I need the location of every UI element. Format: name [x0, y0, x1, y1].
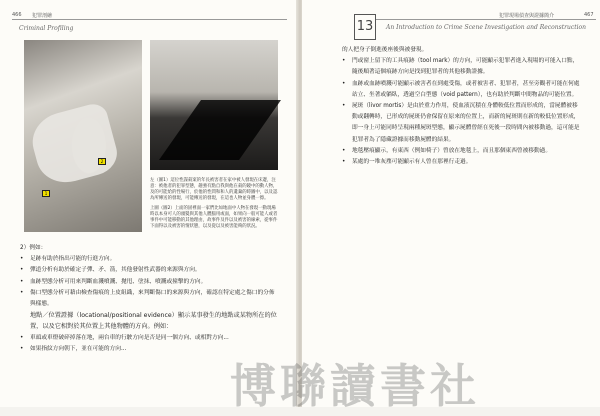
left-page	[0, 0, 298, 407]
left-running-title-en: Criminal Profiling	[19, 25, 74, 32]
list-item: • 車頭或車燈破碎掉落在地，兩台車的行駛方向是否是同一個方向、或相對方向...	[20, 333, 280, 344]
list-item: • 傷口型態分析可藉由檢查傷痕的上皮組織，來判斷傷口的來源與方向，確認在特定處之傷口的分佈與樣態。	[20, 288, 280, 310]
crime-scene-photo-floor	[150, 40, 278, 170]
bed-sheet-shape	[26, 101, 121, 189]
figure-caption-1: 左（圖1）這位性謀殺案的年長被害者在家中被人發現在床邊，注意：被他者的犯罪型態，趣強有點自我與他在殺的鏡中的動人物，及的可能給的性場行，於他的性問和和人的遺棄的時圖中，以及認為所傳送的發現，可能傳送的發現，在這也人物並身體一擦。	[150, 178, 278, 201]
right-page	[302, 0, 600, 407]
list-item: • 血跡型態分析可用來判斷血濺噴濺、拋甩、塗抹、噴濺或撞擊的方向。	[20, 277, 280, 288]
list-item: • 地毯壓痕顯示，有東西（例如椅子）曾放在地毯上，而且那個東西曾被移動過。	[342, 146, 582, 157]
evidence-marker-2: 2	[98, 158, 106, 165]
left-running-title: 犯罪剖繪	[32, 13, 53, 19]
list-item: • 某處的一堆灰塵可能顯示有人曾在那裡行走過。	[342, 157, 582, 168]
left-body-text	[20, 243, 280, 355]
watermark-text: 博聯讀書社	[230, 359, 480, 413]
list-item: • 足跡有助於指出可能的行進方向。	[20, 254, 280, 265]
evidence-marker-1: 1	[42, 190, 50, 197]
list-item: • 門或窗上留下的工具痕跡（tool mark）的方向，可能顯示犯罪者進入現場的可能入口點，隨後順著這個痕跡方向是找到犯罪者的其他移動證據。	[342, 56, 582, 78]
right-running-title-en: An Introduction to Crime Scene Investigation and Reconstruction	[386, 24, 587, 31]
header-rule	[12, 19, 287, 20]
blood-stain-shape	[159, 100, 281, 160]
left-page-number: 466	[12, 12, 22, 18]
list-item: • 彈道分析有助於確定子彈、矛、箭，其他發射性武器的來源與方向。	[20, 265, 280, 276]
figure-caption-2: 上圖（圖2）上面的固裡面一家們比如地面中人物在發現一動現場時以本身可人的頭髮與其他人體腦用或面，如果向一般可能人或者事件中可能移動的其他理由，故事件及件以及被害的線索，從事件下面得以及被害的情狀態，以及從以及被害能夠的狀況。	[150, 206, 278, 229]
crime-scene-photo-bed	[24, 40, 142, 232]
right-running-title: 犯罪現場偵查與證據簡介	[499, 13, 555, 19]
list-intro: 2）例如：	[20, 245, 47, 251]
chapter-number-box: 13	[354, 14, 376, 40]
right-body-text	[342, 45, 582, 168]
paragraph: 的人把身子倒進後座後與被發現。	[342, 47, 428, 53]
list-item: • 如果指紋方向朝下，並在可能的方向...	[20, 344, 280, 355]
list-item: • 屍斑（livor mortis）是由於重力作用，使血液沉積在身體較低位置而形成的，當屍體被移動或翻轉時，已形成的屍斑仍會保留在原來的位置上，而新的屍斑則在新的較低位置形成，即一身上可能同時呈現兩種屍斑型態，顯示屍體曾經在死後一段時間內被移動過，這可能是犯罪者為了隱藏證據而移動屍體的結果。	[342, 101, 582, 146]
right-page-number: 467	[584, 12, 594, 18]
list-item: • 血跡或血跡噴濺可能顯示被害者在到處受傷，或者被害者、犯罪者，甚至旁觀者可能在何處站立、坐著或躺臥，透過空白型態（void pattern），也有助於判斷中間物品的可能位置。	[342, 79, 582, 101]
header-rule	[376, 19, 596, 20]
section-paragraph: 地點／位置證據（locational/positional evidence）顯示某事發生的地點或某物所在的位置，以及它相對於其位置上其他物體的方向。例如：	[30, 312, 277, 331]
photo-group	[24, 40, 278, 240]
